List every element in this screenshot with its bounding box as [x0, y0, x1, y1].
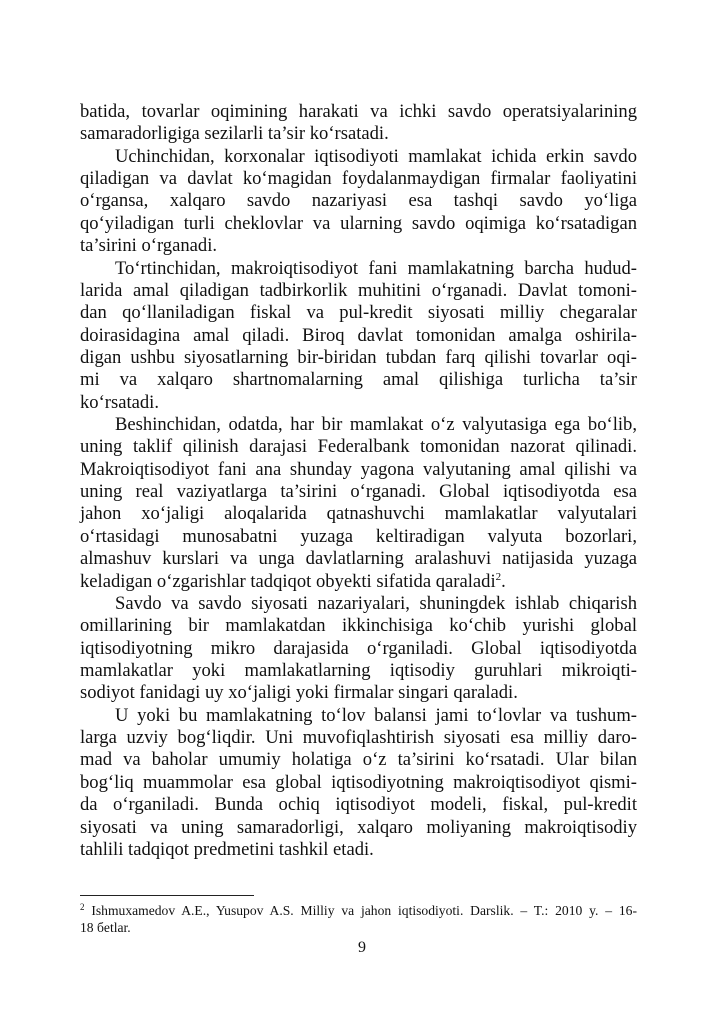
text-fragment: . [501, 570, 506, 592]
text-line: batida, tovarlar oqimining harakati va ichki savdo operatsiyalarining [80, 101, 637, 122]
text-line: o‘rtasidagi munosabatni yuzaga keltiradigan valyuta bozorlari, [80, 525, 637, 547]
text-line: Beshinchidan, odatda, har bir mamlakat o‘z valyutasiga ega bo‘lib, [115, 414, 637, 436]
text-line: Makroiqtisodiyot fani ana shunday yagona valyutaning amal qilishi va [80, 458, 637, 480]
text-line: uning real vaziyatlarga ta’sirini o‘rganadi. Global iqtisodiyotda esa [80, 481, 637, 503]
body-text [80, 101, 637, 861]
text-line: ta’sirini o‘rganadi. [80, 235, 218, 257]
text-line: siyosati va uning samaradorligi, xalqaro moliyaning makroiqtisodiy [80, 816, 637, 838]
footnote-divider [80, 895, 254, 896]
text-fragment: keladigan o‘zgarishlar tadqiqot obyekti sifatida qaraladi [80, 570, 496, 592]
paragraph-savdo [80, 593, 637, 705]
footnote-reference[interactable]: 2 [495, 570, 502, 583]
footnote-text: Ishmuxamedov A.E., Yusupov A.S. Milliy va jahon iqtisodiyoti. Darslik. – T.: 2010 y. – 16- [91, 903, 637, 918]
footnote-line [80, 903, 637, 920]
text-line: larida amal qiladigan tadbirkorlik muhitini o‘rganadi. Davlat tomoni- [80, 279, 637, 301]
text-line [80, 571, 637, 593]
text-line: doirasidagina amal qiladi. Biroq davlat tomonidan amalga oshirila- [80, 324, 637, 346]
footnote-number: 2 [80, 902, 85, 912]
text-line: U yoki bu mamlakatning to‘lov balansi jami to‘lovlar va tushum- [115, 704, 637, 726]
page-number: 9 [358, 939, 366, 956]
text-line: o‘rgansa, xalqaro savdo nazariyasi esa tashqi savdo yo‘liga [80, 190, 637, 212]
footnote-line: 18 бetlar. [80, 919, 131, 935]
text-line: mamlakatlar yoki mamlakatlarning iqtisodiy guruhlari mikroiqti- [80, 659, 637, 681]
text-line: tahlili tadqiqot predmetini tashkil etadi. [80, 838, 374, 860]
text-line: qiladigan va davlat ko‘magidan foydalanmaydigan firmalar faoliyatini [80, 168, 637, 190]
text-line: samaradorligiga sezilarli ta’sir ko‘rsatadi. [80, 123, 389, 145]
text-line: da o‘rganiladi. Bunda ochiq iqtisodiyot modeli, fiskal, pul-kredit [80, 794, 637, 816]
paragraph-uchinchidan [80, 146, 637, 258]
text-line: ko‘rsatadi. [80, 391, 159, 413]
footnote [80, 903, 637, 936]
text-line: dan qo‘llaniladigan fiskal va pul-kredit siyosati milliy chegaralar [80, 302, 637, 324]
text-line: Savdo va savdo siyosati nazariyalari, shuningdek ishlab chiqarish [115, 592, 637, 614]
text-line: Uchinchidan, korxonalar iqtisodiyoti mamlakat ichida erkin savdo [115, 145, 637, 167]
text-line: sodiyot fanidagi uy xo‘jaligi yoki firmalar singari qaraladi. [80, 682, 518, 704]
paragraph-beshinchidan [80, 414, 637, 593]
text-line: omillarining bir mamlakatdan ikkinchisiga ko‘chib yurishi global [80, 615, 637, 637]
paragraph-continuation [80, 101, 637, 146]
text-line: almashuv kurslari va unga davlatlarning aralashuvi natijasida yuzaga [80, 548, 637, 570]
text-line: qo‘yiladigan turli cheklovlar va ularning savdo oqimiga ko‘rsatadigan [80, 212, 637, 234]
paragraph-tortinchidan [80, 258, 637, 415]
text-line: iqtisodiyotning mikro darajasida o‘rganiladi. Global iqtisodiyotda [80, 637, 637, 659]
text-line: To‘rtinchidan, makroiqtisodiyot fani mamlakatning barcha hudud- [115, 257, 637, 279]
text-line: digan ushbu siyosatlarning bir-biridan tubdan farq qilishi tovarlar oqi- [80, 346, 637, 368]
text-line: bog‘liq muammolar esa global iqtisodiyotning makroiqtisodiyot qismi- [80, 771, 637, 793]
text-line: uning taklif qilinish darajasi Federalbank tomonidan nazorat qilinadi. [80, 436, 637, 458]
text-line: mi va xalqaro shartnomalarning amal qilishiga turlicha ta’sir [80, 369, 637, 391]
text-line: mad va baholar umumiy holatiga o‘z ta’sirini ko‘rsatadi. Ular bilan [80, 749, 637, 771]
paragraph-tolov-balansi [80, 705, 637, 862]
text-line: larga uzviy bog‘liqdir. Uni muvofiqlashtirish siyosati esa milliy daro- [80, 727, 637, 749]
text-line: jahon xo‘jaligi aloqalarida qatnashuvchi mamlakatlar valyutalari [80, 503, 637, 525]
